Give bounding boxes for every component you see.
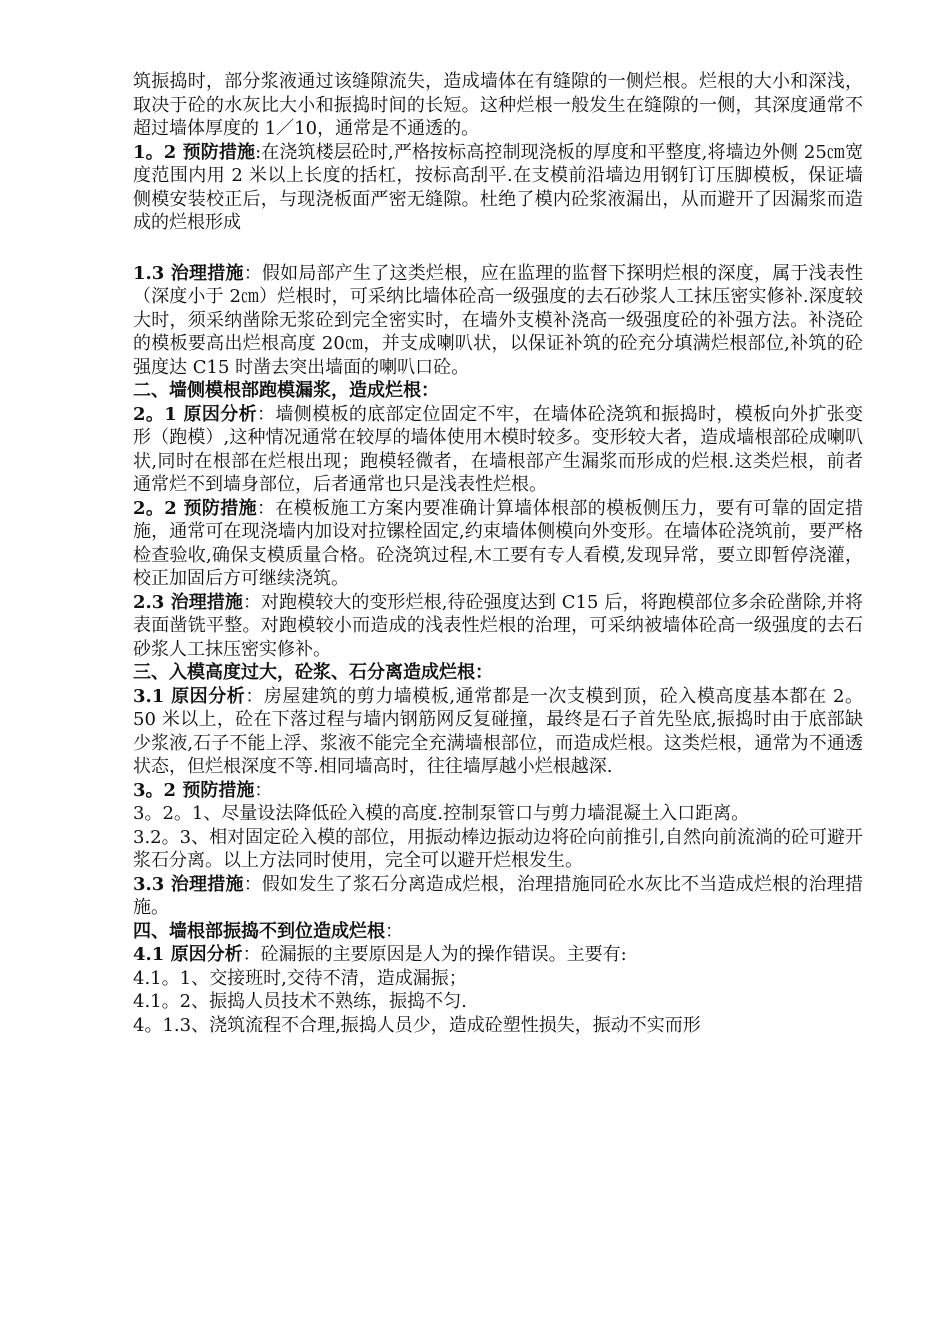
- paragraph-text: ：: [254, 779, 273, 801]
- paragraph-text: 4。1.3、浇筑流程不合理,振捣人员少，造成砼塑性损失，振动不实而形: [133, 1014, 701, 1036]
- paragraph-text: ：在模板施工方案内要准确计算墙体根部的模板侧压力，要有可靠的固定措施，通常可在现浇墙内加设对拉镙栓固定,约束墙体侧模向外变形。在墙体砼浇筑前，要严格检查验收,确保支模质量合格。砼浇筑过程,木工要有专人看模,发现异常，要立即暂停浇灌，校正加固后方可继续浇筑。: [133, 497, 863, 589]
- paragraph-4-1-3: [133, 1014, 863, 1038]
- paragraph-4-1-2: [133, 990, 863, 1014]
- heading-text: 二、墙侧模根部跑模漏浆，造成烂根：: [133, 380, 439, 401]
- paragraph-1-3-treatment: [133, 262, 863, 380]
- paragraph-text: ：假如局部产生了这类烂根，应在监理的监督下探明烂根的深度，属于浅表性（深度小于 2㎝）烂根时，可采纳比墙体砼高一级强度的去石砂浆人工抹压密实修补.深度较大时，须采纳凿除无浆砼到完全密实时，在墙外支模补浇高一级强度砼的补强方法。补浇砼的模板要高出烂根高度 20㎝，并支成喇叭状，以保证补筑的砼充分填满烂根部位,补筑的砼强度达 C15 时凿去突出墙面的喇叭口砼。: [133, 262, 863, 378]
- paragraph-2-3-treatment: [133, 591, 863, 662]
- paragraph-text: 4.1。2、振捣人员技术不熟练，振捣不匀.: [133, 991, 467, 1012]
- paragraph-lead: 2。2 预防措施: [133, 497, 257, 519]
- paragraph-text: ：砼漏振的主要原因是人为的操作错误。主要有:: [242, 944, 627, 965]
- paragraph-text: 4.1。1、交接班时,交待不清，造成漏振；: [133, 967, 467, 989]
- paragraph-lead: 3.3 治理措施: [133, 873, 244, 895]
- paragraph-lead: 2。1 原因分析: [133, 403, 257, 425]
- section-heading-3: [133, 661, 863, 685]
- section-heading-2: [133, 379, 863, 403]
- paragraph-3-2-1: [133, 802, 863, 826]
- paragraph-2-2-prevention: [133, 497, 863, 591]
- paragraph-text: 3。2。1、尽量设法降低砼入模的高度.控制泵管口与剪力墙混凝土入口距离。: [133, 803, 750, 824]
- paragraph-lead: 3.1 原因分析: [133, 685, 246, 707]
- paragraph-text: 3.2。3、相对固定砼入模的部位，用振动棒边振动边将砼向前推引,自然向前流淌的砼可避开浆石分离。以上方法同时使用，完全可以避开烂根发生。: [133, 826, 863, 871]
- paragraph-text: ：对跑模较大的变形烂根,待砼强度达到 C15 后，将跑模部位多余砼凿除,并将表面凿铣平整。对跑模较小而造成的浅表性烂根的治理，可采纳被墙体砼高一级强度的去石砂浆人工抹压密实修补。: [133, 591, 863, 660]
- paragraph-text: ：房屋建筑的剪力墙模板,通常都是一次支模到顶，砼入模高度基本都在 2。50 米以上，砼在下落过程与墙内钢筋网反复碰撞，最终是石子首先坠底,振捣时由于底部缺少浆液,石子不能上浮、浆液不能完全充满墙根部位，而造成烂根。这类烂根，通常为不通透状态，但烂根深度不等.相同墙高时，往往墙厚越小烂根越深.: [133, 685, 863, 777]
- paragraph-3-2-3: [133, 826, 863, 873]
- section-heading-4: [133, 920, 863, 944]
- paragraph-3-2-prevention: [133, 779, 863, 803]
- blank-line: [133, 235, 863, 262]
- paragraph-lead: 1。2 预防措施: [133, 141, 256, 163]
- heading-suffix: ：: [385, 920, 403, 942]
- paragraph-3-3-treatment: [133, 873, 863, 920]
- document-page: [133, 70, 863, 1037]
- paragraph-lead: 3。2 预防措施: [133, 779, 255, 801]
- paragraph-3-1-cause: [133, 685, 863, 779]
- paragraph-2-1-cause: [133, 403, 863, 497]
- paragraph-4-1-cause: [133, 943, 863, 967]
- heading-text: 四、墙根部振捣不到位造成烂根: [133, 920, 385, 942]
- paragraph-intro: [133, 70, 863, 141]
- paragraph-lead: 4.1 原因分析: [133, 944, 243, 965]
- paragraph-4-1-1: [133, 967, 863, 991]
- paragraph-text: ：墙侧模板的底部定位固定不牢，在墙体砼浇筑和振捣时，模板向外扩张变形（跑模）,这种情况通常在较厚的墙体使用木模时较多。变形较大者，造成墙根部砼成喇叭状,同时在根部在烂根出现；跑模轻微者，在墙根部产生漏浆而形成的烂根.这类烂根，前者通常烂不到墙身部位，后者通常也只是浅表性烂根。: [133, 403, 863, 495]
- paragraph-text: ：假如发生了浆石分离造成烂根，治理措施同砼水灰比不当造成烂根的治理措施。: [133, 873, 863, 918]
- paragraph-text: 筑振捣时，部分浆液通过该缝隙流失，造成墙体在有缝隙的一侧烂根。烂根的大小和深浅，取决于砼的水灰比大小和振捣时间的长短。这种烂根一般发生在缝隙的一侧，其深度通常不超过墙体厚度的 1／10，通常是不通透的。: [133, 71, 863, 139]
- heading-text: 三、入模高度过大，砼浆、石分离造成烂根：: [133, 662, 493, 683]
- paragraph-1-2-prevention: [133, 141, 863, 235]
- paragraph-lead: 1.3 治理措施: [133, 262, 244, 284]
- paragraph-text: :在浇筑楼层砼时,严格按标高控制现浇板的厚度和平整度,将墙边外侧 25㎝宽度范围内用 2 米以上长度的括杠，按标高刮平.在支模前沿墙边用钢钉订压脚模板，保证墙侧模安装校正后，与现浇板面严密无缝隙。杜绝了模内砼浆液漏出，从而避开了因漏浆而造成的烂根形成: [133, 141, 863, 233]
- paragraph-lead: 2.3 治理措施: [133, 591, 243, 613]
